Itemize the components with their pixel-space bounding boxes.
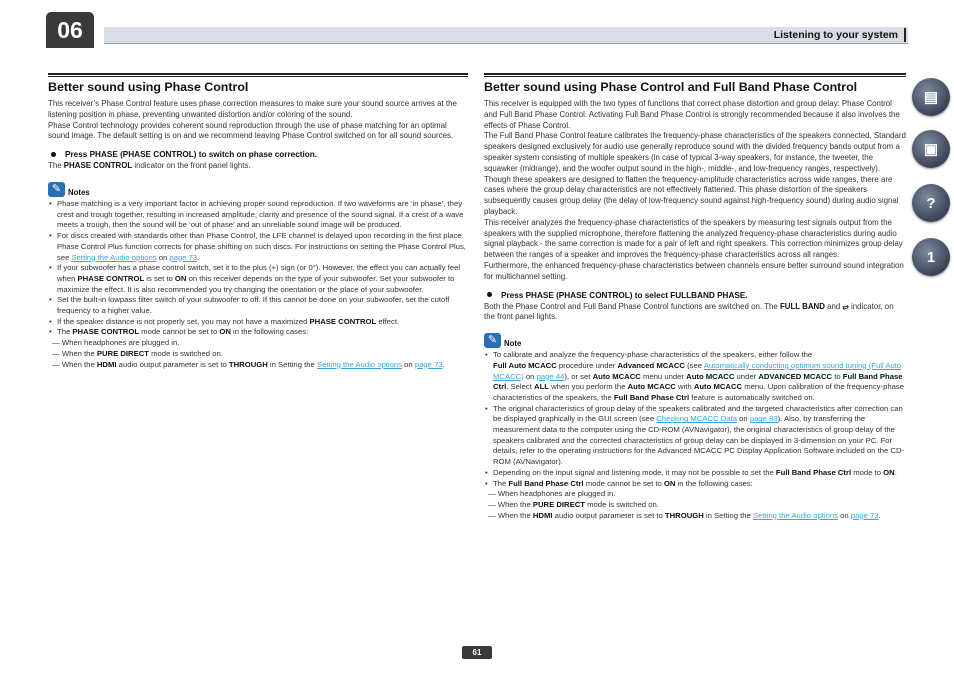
note-item: • Phase matching is a very important factor in achieving proper sound reproduction. If two waveforms are ‘in phase’, they crest and trough together, resulting in increased amplitude, clarity and presence of the sound signal. If a crest of a wave meets a trough, then the sound will be ‘out of phase’ and an unreliable sound image will be produced. <box>48 199 468 231</box>
dash-item: — When the HDMI audio output parameter is set to THROUGH in Setting the Setting the Audio options on page 73. <box>52 359 445 369</box>
note-item: • To calibrate and analyze the frequency-phase characteristics of the speakers, either follow the Full Auto MCACC procedure under Advanced MCACC (see Automatically conducting optimum sound tuning (Full Auto MCACC) on page 44), or set Auto MCACC menu under Auto MCACC under ADVANCED MCACC to Full Band Phase Ctrl. Select ALL when you perform the Auto MCACC with Auto MCACC menu. Upon calibration of the frequency-phase characteristics of the speakers, the Full Band Phase Ctrl feature is automatically switched on. <box>484 350 906 404</box>
right-column <box>484 73 906 521</box>
book-icon[interactable]: ▤ <box>912 78 950 116</box>
section-rule <box>484 73 906 77</box>
link-page[interactable]: page 83 <box>749 414 778 424</box>
pencil-icon: ✎ <box>484 333 501 348</box>
dash-item: — When headphones are plugged in. <box>52 338 180 348</box>
link-page[interactable]: page 73 <box>169 252 198 262</box>
dash-item: — When the HDMI audio output parameter is set to THROUGH in Setting the Setting the Audio options on page 73. <box>488 510 881 520</box>
note-item: • The original characteristics of group delay of the speakers calibrated and the targeted characteristics after correction can be displayed graphically in the GUI screen (see Checking MCACC Data on page 83). Also, by transferring the measurement data to the computer using the CD-ROM (AVNavigator), the original characteristics of group delay of the speakers calibrated and the corrected characteristics of group delay can be displayed in 3-dimension on your PC. For details, refer to the operating instructions for the Advanced MCACC PC Display Application Software included on the CD-ROM (AVNavigator). <box>484 404 906 468</box>
fullband-indicator-icon: ⥂ <box>842 301 849 311</box>
note-item: • For discs created with standards other than Phase Control, the LFE channel is delayed upon recording in the first place. Phase Control Plus function corrects for phase shifting on such discs. For instructions on setting the Phase Control Plus, see Setting the Audio options on page 73. <box>48 231 468 263</box>
note-item: • Set the built-in lowpass filter switch of your subwoofer to off. If this cannot be done on your subwoofer, set the cutoff frequency to a higher value. <box>48 295 468 316</box>
question-icon[interactable]: ? <box>912 184 950 222</box>
dash-item: — When the PURE DIRECT mode is switched on. <box>488 499 659 509</box>
remote-icon[interactable]: ▣ <box>912 130 950 168</box>
link-page[interactable]: page 73 <box>850 510 879 520</box>
faq-icon[interactable]: 1 <box>912 238 950 276</box>
note-item: • The Full Band Phase Ctrl mode cannot be set to ON in the following cases: <box>484 479 906 490</box>
link-page[interactable]: page 44 <box>536 371 565 381</box>
intro-paragraph: This receiver’s Phase Control feature uses phase correction measures to make sure your sound source arrives at the listening position in phase, preventing unwanted distortion and/or coloring of the sound. <box>48 99 457 119</box>
step-instruction: Press PHASE (PHASE CONTROL) to select FULLBAND PHASE. <box>484 290 906 301</box>
left-column <box>48 73 468 370</box>
step-note: Both the Phase Control and Full Band Phase Control functions are switched on. The FULL BAND and ⥂ indicator, on the front panel lights. <box>484 301 894 322</box>
note-item: • If the speaker distance is not properly set, you may not have a maximized PHASE CONTROL effect. <box>48 317 468 328</box>
notes-list <box>48 199 468 370</box>
section-rule <box>48 73 468 77</box>
section-title: Better sound using Phase Control and Full Band Phase Control <box>484 80 858 94</box>
section-title: Better sound using Phase Control <box>48 80 249 94</box>
note-item: • The PHASE CONTROL mode cannot be set to ON in the following cases: <box>48 327 468 338</box>
paragraph: This receiver is equipped with the two types of functions that correct phase distortion and group delay: Phase Control and Full Band Phase Control. Activating Full Band Phase Control is strongly recommended because it also involves the effects of Phase Control. <box>484 99 900 130</box>
header-title: Listening to your system <box>774 28 906 42</box>
step-instruction: Press PHASE (PHASE CONTROL) to switch on phase correction. <box>48 149 468 160</box>
link-page[interactable]: page 73 <box>414 359 443 369</box>
pencil-icon: ✎ <box>48 182 65 197</box>
link-checking-mcacc[interactable]: Checking MCACC Data <box>656 414 737 424</box>
dash-item: — When headphones are plugged in. <box>488 489 616 499</box>
link-full-auto-mcacc[interactable]: Automatically conducting optimum sound tuning (Full Auto MCACC) <box>493 360 902 381</box>
chapter-number: 06 <box>46 12 94 48</box>
intro-paragraph-2: Phase Control technology provides coherent sound reproduction through the use of phase matching for an optimal sound image. The default setting is on and we recommend leaving Phase Control switched on for all sound sources. <box>48 120 454 141</box>
note-label: Note <box>504 339 522 349</box>
link-audio-options[interactable]: Setting the Audio options <box>316 359 403 369</box>
link-audio-options[interactable]: Setting the Audio options <box>71 252 157 262</box>
note-item: • Depending on the input signal and listening mode, it may not be possible to set the Full Band Phase Ctrl mode to ON. <box>484 468 906 479</box>
link-audio-options[interactable]: Setting the Audio options <box>752 510 839 520</box>
step-note: The PHASE CONTROL indicator on the front panel lights. <box>48 161 251 171</box>
paragraph: Furthermore, the enhanced frequency-phase characteristics between channels ensure better surround sound integration for multichannel setting. <box>484 260 904 281</box>
note-item: • If your subwoofer has a phase control switch, set it to the plus (+) sign (or 0°). However, the effect you can actually feel when PHASE CONTROL is set to ON on this receiver depends on the type of your subwoofer. Set your subwoofer to maximize the effect. It is also recommended you try changing the orientation or the place of your subwoofer. <box>48 263 468 295</box>
note-header <box>484 333 906 348</box>
page-number: 61 <box>462 646 492 659</box>
paragraph: This receiver analyzes the frequency-phase characteristics of the speakers by measuring test signals output from the speakers with the supplied microphone, therefore flattening the analyzed frequency-phase characteristics during audio signal playback - the same correction is made for a pair of left and right speakers. This correction minimizes group delay between the ranges of a speaker and improves the frequency-phase characteristics across all ranges. <box>484 217 903 260</box>
dash-item: — When the PURE DIRECT mode is switched on. <box>52 348 223 358</box>
notes-list <box>484 350 906 521</box>
notes-label: Notes <box>68 187 90 197</box>
notes-header <box>48 182 468 197</box>
paragraph: The Full Band Phase Control feature calibrates the frequency-phase characteristics of the speakers connected. Standard speakers designed exclusively for audio use generally reproduce sound with the divided frequency bands output from a speaker system consisting of multiple speakers (in case of typical 3-way speakers, for instance, the tweeter, the squawker (midrange), and the woofer output sound in the high-, middle-, and low-frequency ranges, respectively). Though these speakers are designed to flatten the frequency-amplitude characteristics across wide ranges, there are cases where the group delay characteristics are not effectively flattened. This phase distortion of the speakers subsequently causes group delay (the delay of low-frequency sound against high-frequency sound) during audio signal playback. <box>484 131 906 216</box>
